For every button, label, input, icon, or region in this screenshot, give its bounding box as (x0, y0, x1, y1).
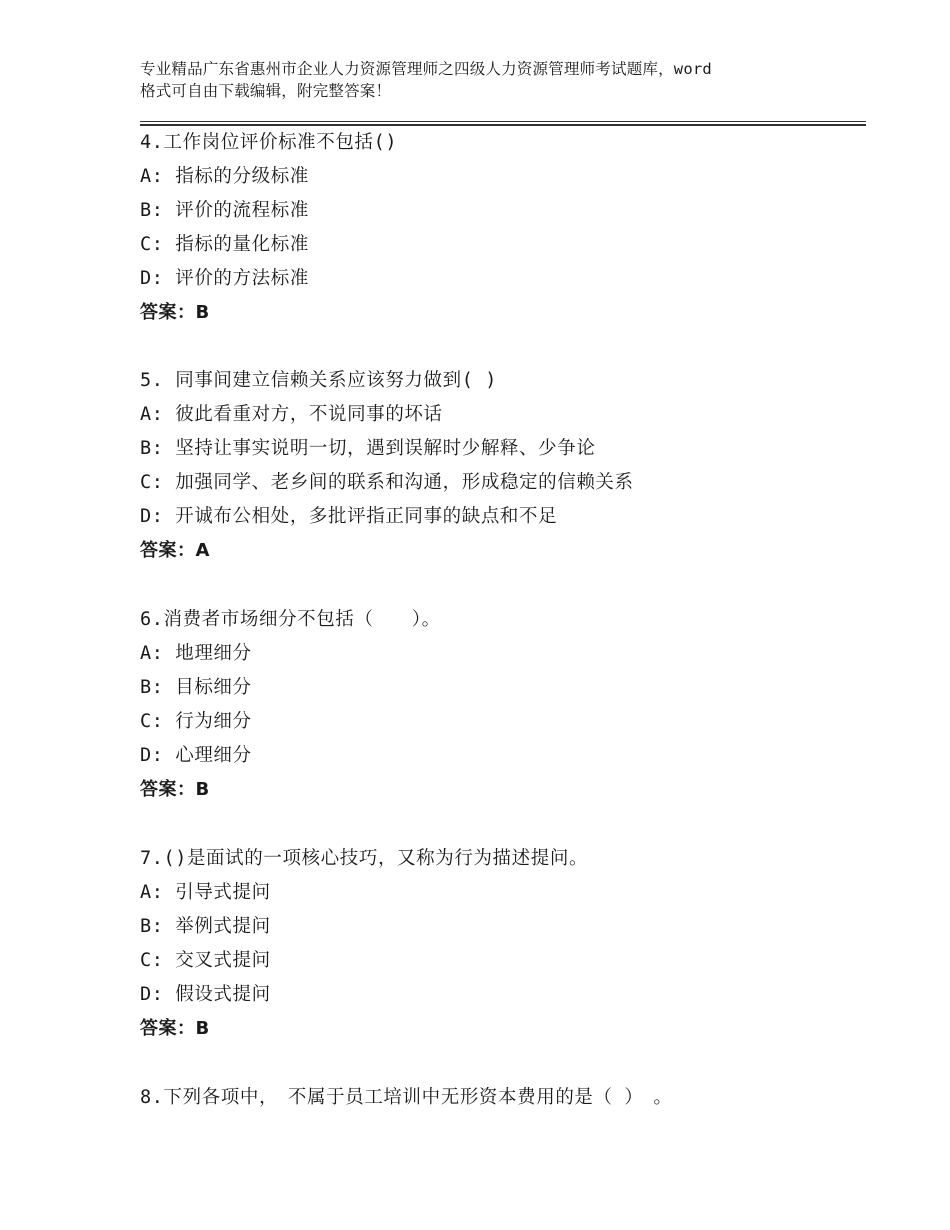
option-c: C: 交叉式提问 (140, 950, 271, 971)
option-d: D: 假设式提问 (140, 984, 271, 1005)
answer-label: 答案：B (140, 1018, 210, 1039)
option-b: B: 坚持让事实说明一切，遇到误解时少解释、少争论 (140, 438, 596, 459)
option-c: C: 指标的量化标准 (140, 234, 309, 255)
document-header (140, 58, 840, 102)
question-8 (140, 1081, 866, 1115)
question-stem: 8.下列各项中， 不属于员工培训中无形资本费用的是（ ） 。 (140, 1087, 673, 1108)
option-b: B: 评价的流程标准 (140, 200, 309, 221)
question-7 (140, 842, 866, 1046)
option-d: D: 评价的方法标准 (140, 268, 309, 289)
question-6 (140, 603, 866, 807)
question-5 (140, 364, 866, 568)
option-a: A: 彼此看重对方，不说同事的坏话 (140, 404, 443, 425)
header-line-1: 专业精品广东省惠州市企业人力资源管理师之四级人力资源管理师考试题库，word (140, 60, 712, 78)
answer-label: 答案：A (140, 540, 210, 561)
answer-label: 答案：B (140, 302, 210, 323)
question-stem: 7.()是面试的一项核心技巧，又称为行为描述提问。 (140, 848, 589, 869)
option-b: B: 目标细分 (140, 677, 252, 698)
option-c: C: 加强同学、老乡间的联系和沟通，形成稳定的信赖关系 (140, 472, 634, 493)
option-a: A: 地理细分 (140, 643, 252, 664)
answer-label: 答案：B (140, 779, 210, 800)
option-a: A: 引导式提问 (140, 882, 271, 903)
option-c: C: 行为细分 (140, 711, 252, 732)
question-4 (140, 126, 866, 330)
option-d: D: 心理细分 (140, 745, 252, 766)
question-stem: 5. 同事间建立信赖关系应该努力做到( ) (140, 370, 497, 391)
header-line-2: 格式可自由下载编辑，附完整答案！ (140, 82, 392, 100)
question-stem: 6.消费者市场细分不包括（ ）。 (140, 609, 441, 630)
question-stem: 4.工作岗位评价标准不包括() (140, 132, 398, 153)
option-b: B: 举例式提问 (140, 916, 271, 937)
option-a: A: 指标的分级标准 (140, 166, 309, 187)
option-d: D: 开诚布公相处，多批评指正同事的缺点和不足 (140, 506, 558, 527)
